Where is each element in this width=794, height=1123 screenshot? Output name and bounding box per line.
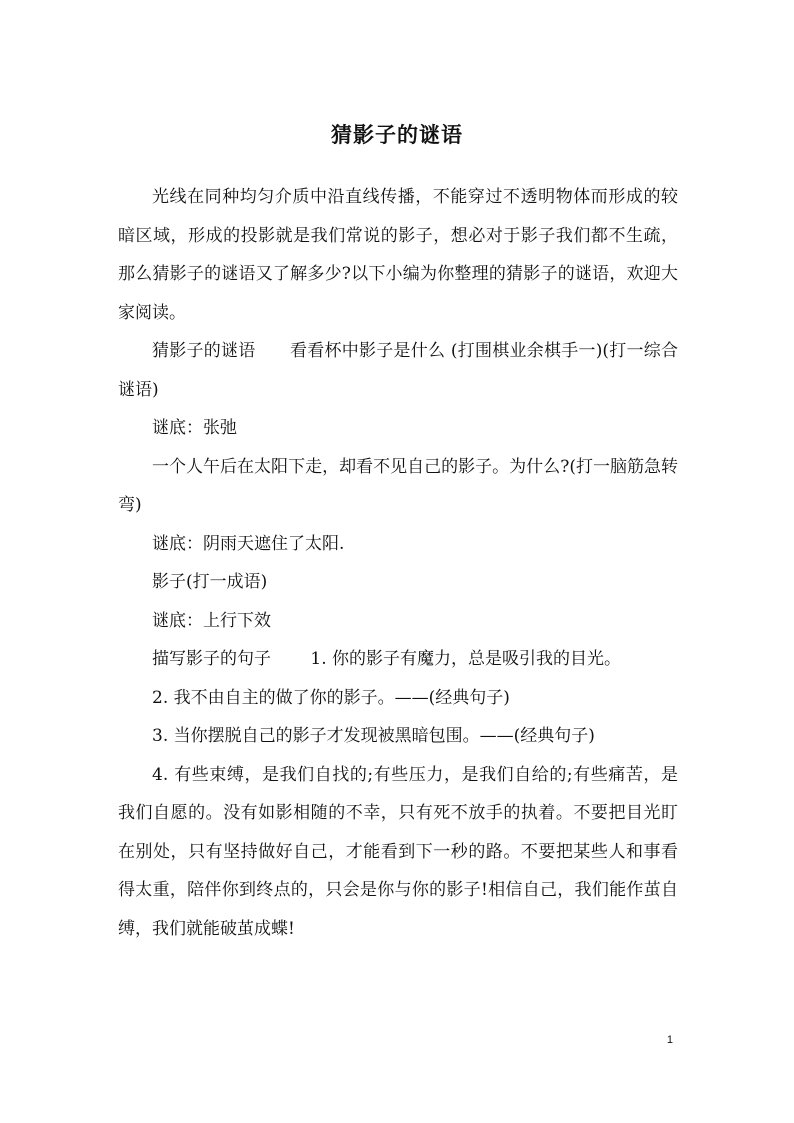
sentence-1: 描写影子的句子 1. 你的影子有魔力，总是吸引我的目光。 — [152, 649, 622, 669]
sentence-3: 3. 当你摆脱自己的影子才发现被黑暗包围。——(经典句子) — [152, 726, 595, 746]
document-body — [118, 178, 678, 948]
sentence-2: 2. 我不由自主的做了你的影子。——(经典句子) — [152, 687, 510, 708]
page-number: 1 — [666, 1034, 673, 1046]
riddle-2-answer: 谜底：阴雨天遮住了太阳. — [152, 533, 345, 554]
riddle-3-question: 影子(打一成语) — [152, 572, 268, 592]
riddle-1-question: 猜影子的谜语 看看杯中影子是什么 (打围棋业余棋手一)(打一综合谜语) — [118, 341, 678, 400]
riddle-2-question: 一个人午后在太阳下走，却看不见自己的影子。为什么?(打一脑筋急转弯) — [118, 456, 678, 515]
riddle-1-answer: 谜底：张弛 — [152, 418, 237, 438]
sentence-4: 4. 有些束缚，是我们自找的;有些压力，是我们自给的;有些痛苦，是我们自愿的。没有如影相随的不幸，只有死不放手的执着。不要把目光盯在别处，只有坚持做好自己，才能看到下一秒的路。不要把某些人和事看得太重，陪伴你到终点的，只会是你与你的影子!相信自己，我们能作茧自缚，我们就能破茧成蝶! — [118, 764, 678, 939]
riddle-3-answer: 谜底：上行下效 — [152, 610, 271, 631]
intro-paragraph: 光线在同种均匀介质中沿直线传播，不能穿过不透明物体而形成的较暗区域，形成的投影就是我们常说的影子，想必对于影子我们都不生疏，那么猜影子的谜语又了解多少?以下小编为你整理的猜影子的谜语，欢迎大家阅读。 — [118, 187, 678, 323]
document-title: 猜影子的谜语 — [331, 122, 463, 147]
